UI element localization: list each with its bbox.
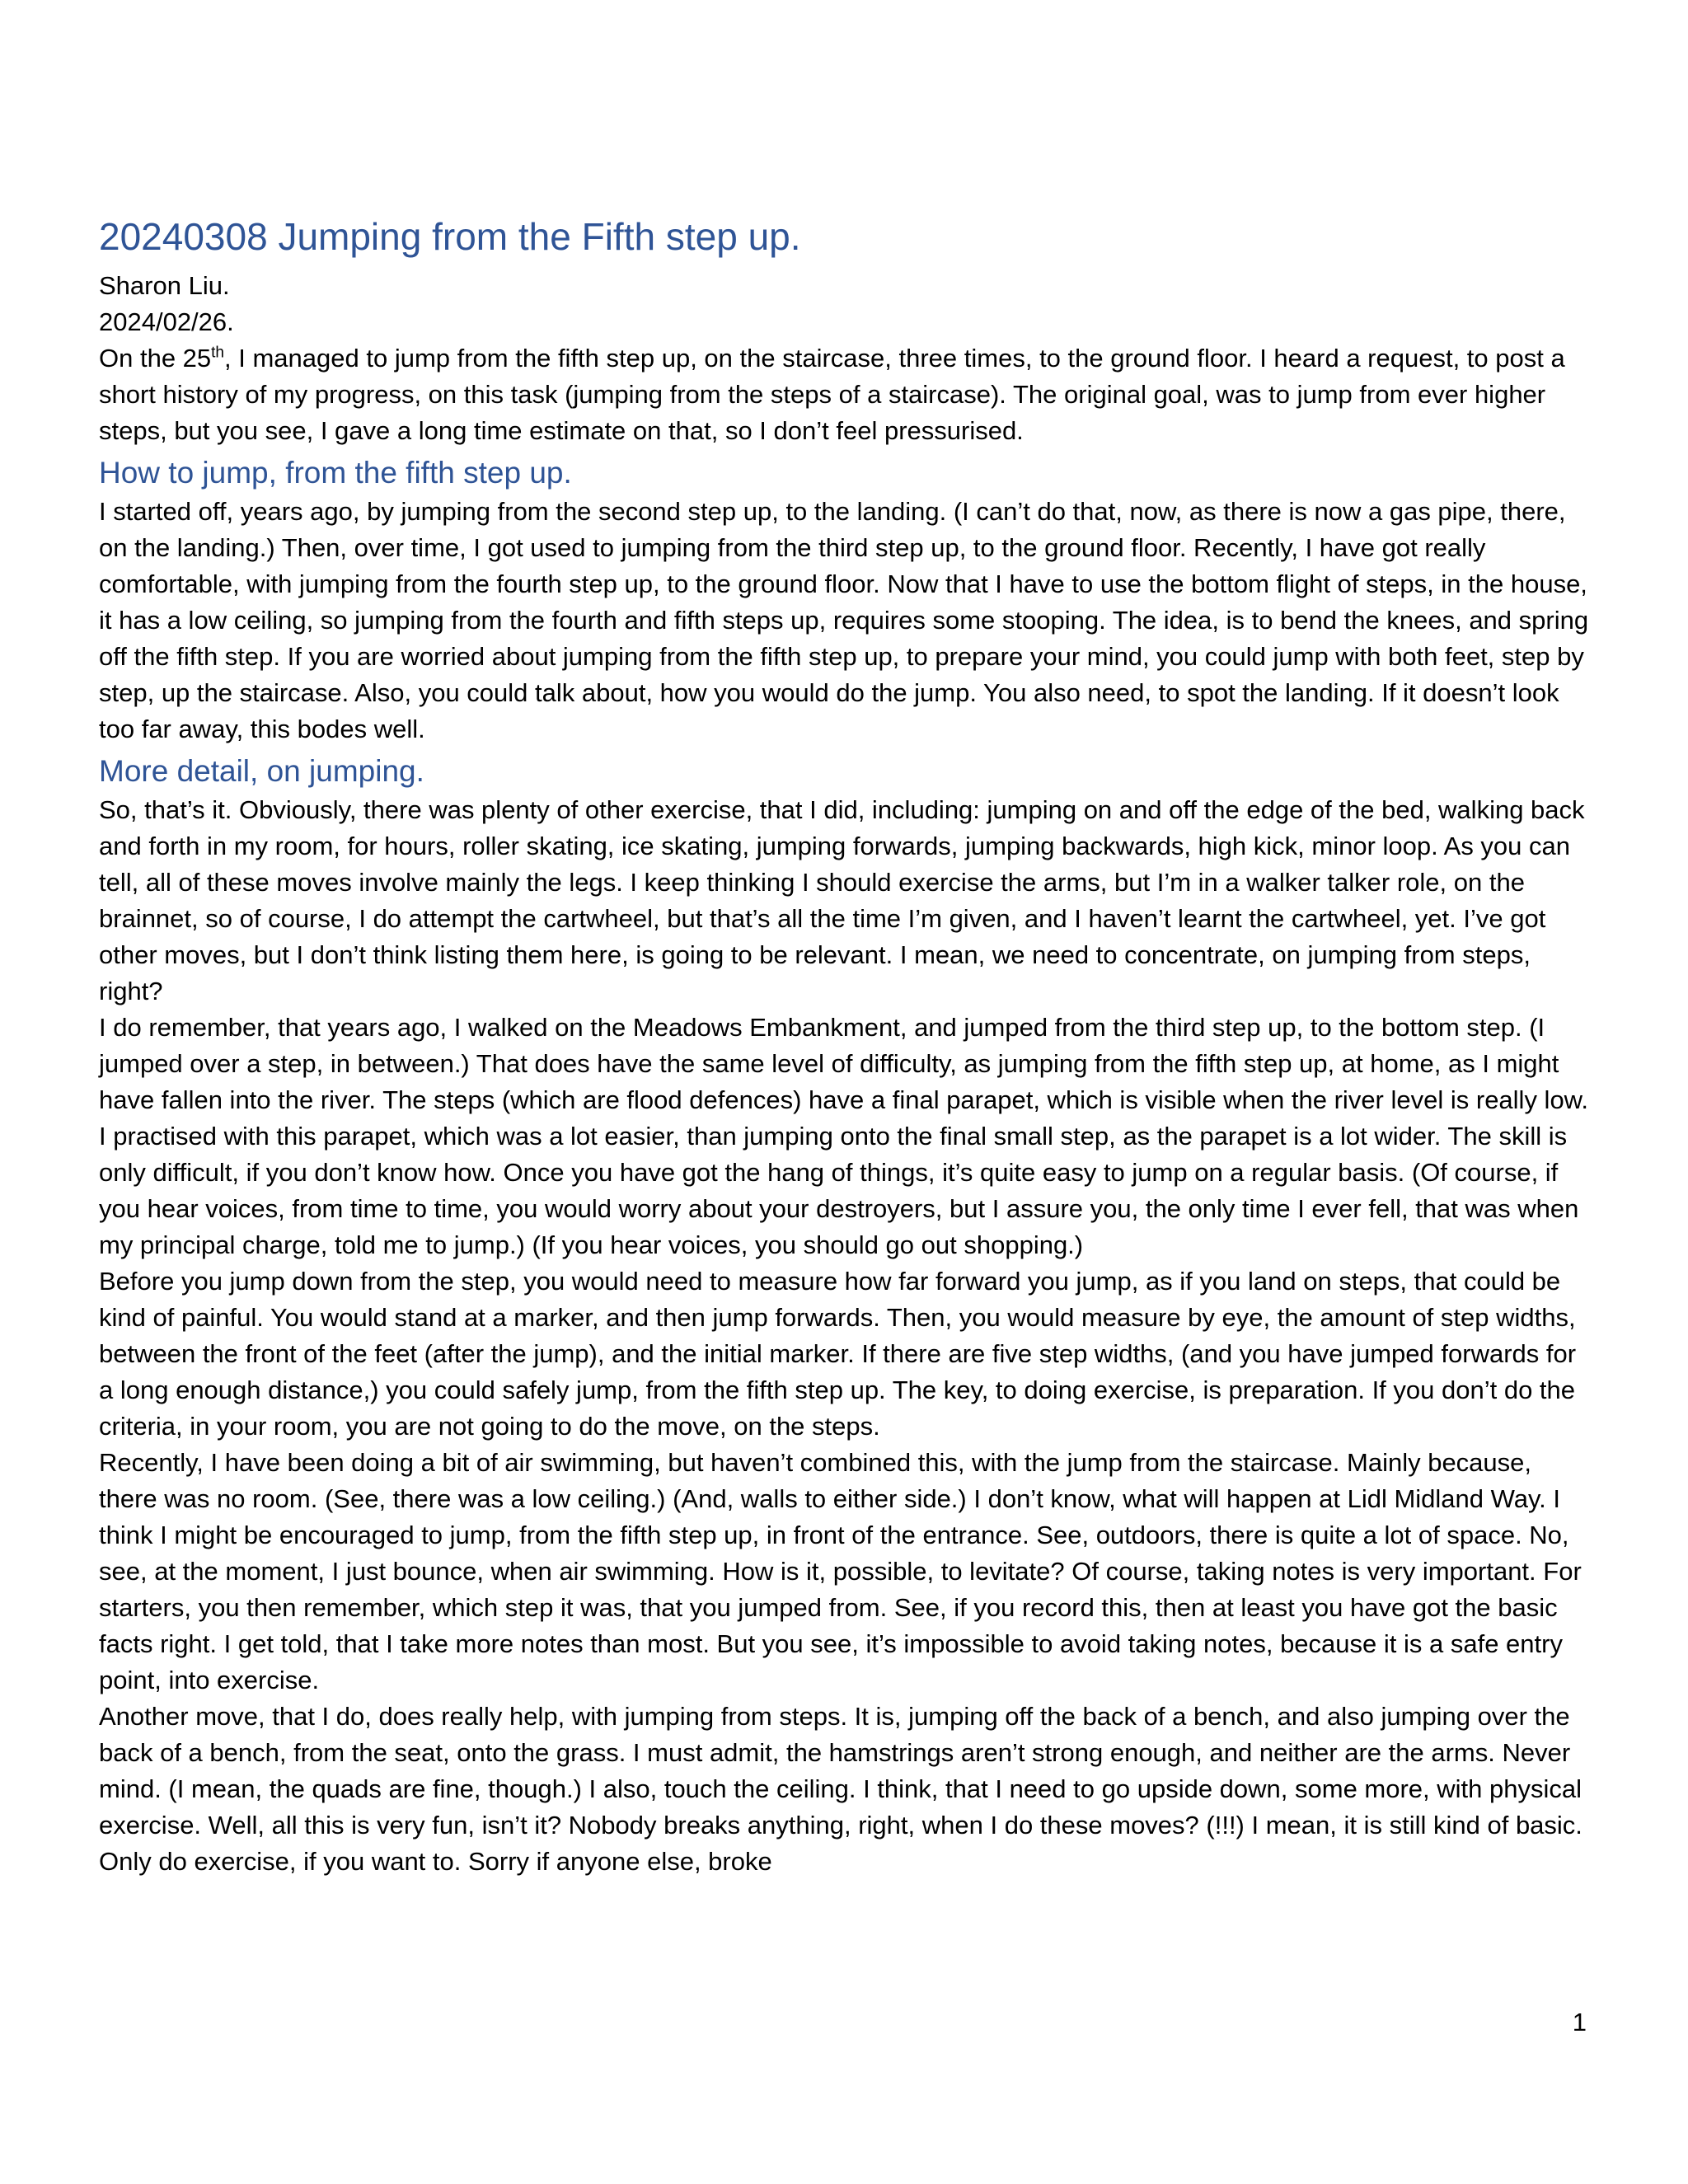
section-paragraph: Recently, I have been doing a bit of air swimming, but haven’t combined this, with the jump from the staircase. Mainly because, there was no room. (See, there was a low ceiling.) (And, walls to either side.) I don’t know, what will happen at Lidl Midland Way. I think I might be encouraged to jump, from the fifth step up, in front of the entrance. See, outdoors, there is quite a lot of space. No, see, at the moment, I just bounce, when air swimming. How is it, possible, to levitate? Of course, taking notes is very important. For starters, you then remember, which step it was, that you jumped from. See, if you record this, then at least you have got the basic facts right. I get told, that I take more notes than most. But you see, it’s impossible to avoid taking notes, because it is a safe entry point, into exercise. [99, 1448, 1582, 1694]
section-paragraph: I started off, years ago, by jumping from the second step up, to the landing. (I can’t do that, now, as there is now a gas pipe, there, on the landing.) Then, over time, I got used to jumping from the third step up, to the ground floor. Recently, I have got really comfortable, with jumping from the fourth step up, to the ground floor. Now that I have to use the bottom flight of steps, in the house, it has a low ceiling, so jumping from the fourth and fifth steps up, requires some stooping. The idea, is to bend the knees, and spring off the fifth step. If you are worried about jumping from the fifth step up, to prepare your mind, you could jump with both feet, step by step, up the staircase. Also, you could talk about, how you would do the jump. You also need, to spot the landing. If it doesn’t look too far away, this bodes well. [99, 497, 1589, 743]
section-paragraph: Before you jump down from the step, you would need to measure how far forward you jump, as if you land on steps, that could be kind of painful. You would stand at a marker, and then jump forwards. Then, you would measure by eye, the amount of step widths, between the front of the feet (after the jump), and the initial marker. If there are five step widths, (and you have jumped forwards for a long enough distance,) you could safely jump, from the fifth step up. The key, to doing exercise, is preparation. If you don’t do the criteria, in your room, you are not going to do the move, on the steps. [99, 1267, 1577, 1441]
page-number: 1 [1572, 2008, 1587, 2036]
section-heading-how-to-jump: How to jump, from the fifth step up. [99, 456, 572, 490]
intro-superscript: th [211, 344, 225, 362]
intro-prefix: On the 25 [99, 344, 212, 373]
document-title: 20240308 Jumping from the Fifth step up. [99, 215, 801, 258]
author-line: Sharon Liu. [99, 271, 230, 300]
intro-rest: , I managed to jump from the fifth step up, on the staircase, three times, to the ground floor. I heard a request, to post a short history of my progress, on this task (jumping from the steps of a staircase). The original goal, was to jump from ever higher steps, but you see, I gave a long time estimate on that, so I don’t feel pressurised. [99, 344, 1565, 445]
intro-paragraph [99, 340, 1591, 449]
section-heading-more-detail: More detail, on jumping. [99, 754, 424, 788]
document-body [99, 210, 1591, 1880]
date-line: 2024/02/26. [99, 307, 234, 336]
section-paragraph: Another move, that I do, does really help, with jumping from steps. It is, jumping off the back of a bench, and also jumping over the back of a bench, from the seat, onto the grass. I must admit, the hamstrings aren’t strong enough, and neither are the arms. Never mind. (I mean, the quads are fine, though.) I also, touch the ceiling. I think, that I need to go upside down, some more, with physical exercise. Well, all this is very fun, isn’t it? Nobody breaks anything, right, when I do these moves? (!!!) I mean, it is still kind of basic. Only do exercise, if you want to. Sorry if anyone else, broke [99, 1702, 1582, 1876]
section-paragraph: I do remember, that years ago, I walked on the Meadows Embankment, and jumped from the third step up, to the bottom step. (I jumped over a step, in between.) That does have the same level of difficulty, as jumping from the fifth step up, at home, as I might have fallen into the river. The steps (which are flood defences) have a final parapet, which is visible when the river level is really low. I practised with this parapet, which was a lot easier, than jumping onto the final small step, as the parapet is a lot wider. The skill is only difficult, if you don’t know how. Once you have got the hang of things, it’s quite easy to jump on a regular basis. (Of course, if you hear voices, from time to time, you would worry about your destroyers, but I assure you, the only time I ever fell, that was when my principal charge, told me to jump.) (If you hear voices, you should go out shopping.) [99, 1013, 1588, 1259]
section-paragraph: So, that’s it. Obviously, there was plenty of other exercise, that I did, including: jumping on and off the edge of the bed, walking back and forth in my room, for hours, roller skating, ice skating, jumping forwards, jumping backwards, high kick, minor loop. As you can tell, all of these moves involve mainly the legs. I keep thinking I should exercise the arms, but I’m in a walker talker role, on the brainnet, so of course, I do attempt the cartwheel, but that’s all the time I’m given, and I haven’t learnt the cartwheel, yet. I’ve got other moves, but I don’t think listing them here, is going to be relevant. I mean, we need to concentrate, on jumping from steps, right? [99, 795, 1585, 1005]
